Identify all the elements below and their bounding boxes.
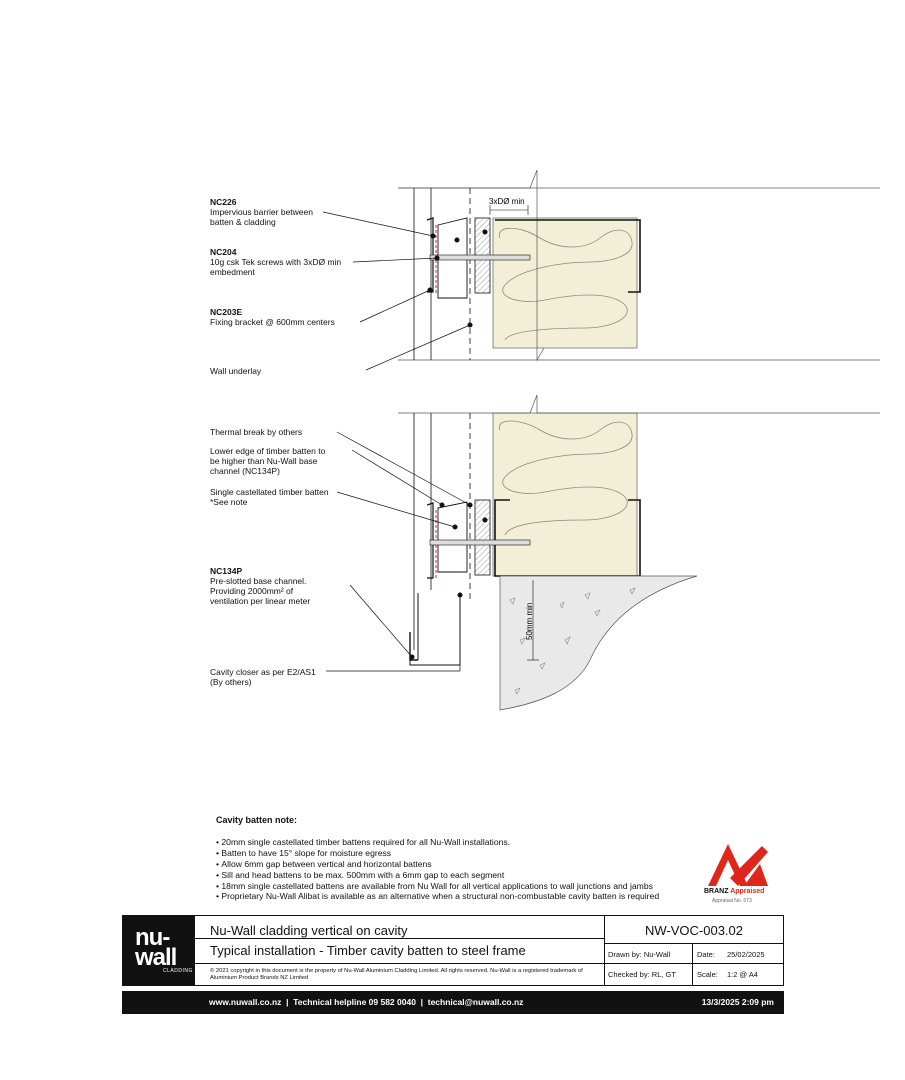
footer-bar	[122, 991, 784, 1014]
tb-divider	[195, 938, 605, 939]
checked-by: Checked by: RL, GT	[608, 970, 676, 979]
copyright-text: © 2021 copyright in this document is the property of Nu-Wall Aluminium Cladding Limited. All rights reserved. Nu-Wall is a registered trademark of Aluminium Product Brands NZ Limited	[210, 968, 583, 981]
date-value: 25/02/2025	[727, 950, 765, 959]
scale-value: 1:2 @ A4	[727, 970, 758, 979]
screw-lower	[430, 540, 530, 545]
note-item: • 18mm single castellated battens are available from Nu Wall for all vertical applications to wall junctions and jambs	[216, 881, 659, 892]
concrete-slab	[500, 576, 697, 710]
break-line-lower	[398, 395, 880, 413]
base-channel	[410, 593, 460, 665]
callout-wall-underlay: Wall underlay	[210, 366, 262, 376]
branz-sub: Appraisal No. 673	[712, 898, 752, 904]
screw-upper	[430, 255, 530, 260]
callout-nc204: NC204 10g csk Tek screws with 3xDØ min embedment	[210, 247, 342, 277]
note-item: • Proprietary Nu-Wall Alibat is available as an alternative when a structural non-combustable cavity batten is required	[216, 891, 659, 902]
title-block	[122, 915, 784, 986]
callout-lower-edge: Lower edge of timber batten to be higher than Nu-Wall base channel (NC134P)	[210, 446, 326, 476]
notes-title: Cavity batten note:	[216, 815, 298, 825]
tb-divider	[692, 943, 693, 985]
timber-batten-lower	[438, 502, 467, 572]
callout-cavity-closer: Cavity closer as per E2/AS1 (By others)	[210, 667, 316, 687]
note-item: • Allow 6mm gap between vertical and horizontal battens	[216, 859, 659, 870]
tb-divider	[195, 963, 783, 964]
drawing-number: NW-VOC-003.02	[644, 923, 743, 938]
footer-printed-date: 13/3/2025 2:09 pm	[701, 997, 774, 1007]
upper-detail	[398, 170, 880, 360]
branz-label: BRANZ Appraised	[704, 888, 765, 895]
lower-detail	[398, 395, 880, 710]
cavity-batten-notes	[216, 815, 659, 902]
thermal-break-lower	[475, 500, 490, 575]
note-item: • Batten to have 15° slope for moisture egress	[216, 848, 659, 859]
insulation-lower	[493, 413, 637, 576]
callout-thermal-break: Thermal break by others	[210, 427, 303, 437]
scale-label: Scale:	[697, 970, 718, 979]
callout-nc134p: NC134P Pre-slotted base channel. Providing 2000mm² of ventilation per linear meter	[210, 566, 311, 606]
date-label: Date:	[697, 950, 715, 959]
nuwall-logo: nu- wall CLADDING	[123, 916, 195, 985]
tb-divider	[604, 943, 783, 944]
drawing-subtitle: Typical installation - Timber cavity batten to steel frame	[210, 943, 526, 958]
callout-castellated-batten: Single castellated timber batten *See note	[210, 487, 329, 507]
drawn-by: Drawn by: Nu-Wall	[608, 950, 671, 959]
note-item: • 20mm single castellated timber battens required for all Nu-Wall installations.	[216, 837, 659, 848]
footer-contact: www.nuwall.co.nz | Technical helpline 09 582 0040 | technical@nuwall.co.nz	[209, 997, 524, 1007]
embedment-dimension-text: 3xDØ min	[489, 197, 525, 206]
notes-list	[216, 837, 659, 902]
note-item: • Sill and head battens to be max. 500mm with a 6mm gap to each segment	[216, 870, 659, 881]
callout-nc226: NC226 Impervious barrier between batten & cladding	[210, 197, 313, 227]
clearance-dimension-text: 50mm min	[525, 602, 534, 640]
callout-nc203e: NC203E Fixing bracket @ 600mm centers	[210, 307, 335, 327]
drawing-title: Nu-Wall cladding vertical on cavity	[210, 923, 408, 938]
